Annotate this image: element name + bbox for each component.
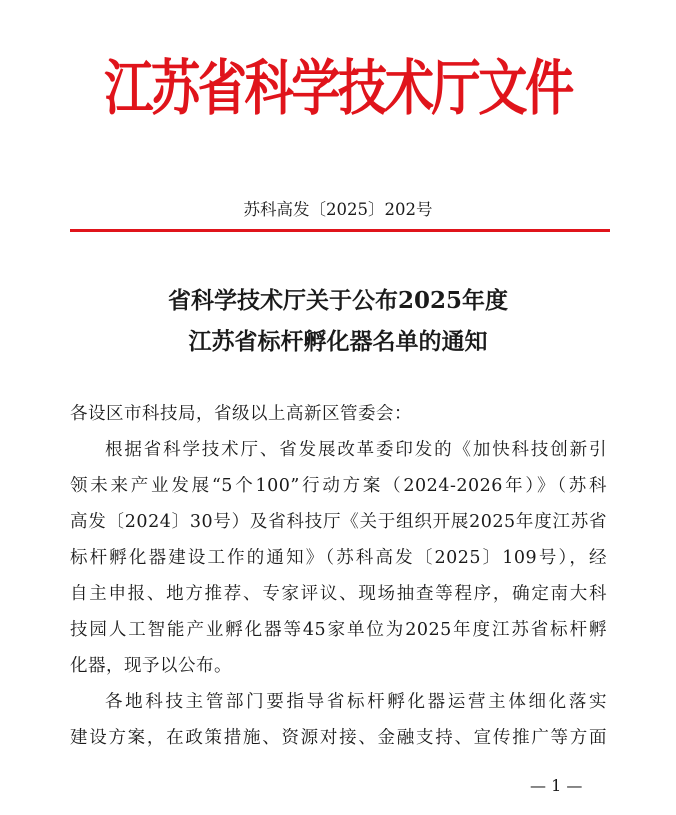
document-number: 苏科高发〔2025〕202号 xyxy=(243,200,433,219)
paragraph-1-line-1: 根据省科学技术厅、省发展改革委印发的《加快科技创新引 xyxy=(105,440,607,460)
notice-title-line-2: 江苏省标杆孵化器名单的通知 xyxy=(188,328,488,355)
paragraph-1-line-7: 化器，现予以公布。 xyxy=(70,656,232,676)
salutation: 各设区市科技局，省级以上高新区管委会： xyxy=(70,404,412,424)
paragraph-1-line-2: 领未来产业发展“5个100”行动方案（2024-2026年）》（苏科 xyxy=(70,476,607,496)
paragraph-1-line-4: 标杆孵化器建设工作的通知》（苏科高发〔2025〕109号），经 xyxy=(70,548,607,568)
paragraph-1-line-3: 高发〔2024〕30号）及省科技厅《关于组织开展2025年度江苏省 xyxy=(70,512,607,532)
paragraph-2-line-1: 各地科技主管部门要指导省标杆孵化器运营主体细化落实 xyxy=(105,692,607,712)
header-red-rule xyxy=(70,229,610,232)
paragraph-1-line-5: 自主申报、地方推荐、专家评议、现场抽查等程序，确定南大科 xyxy=(70,584,607,604)
paragraph-2-line-2: 建设方案，在政策措施、资源对接、金融支持、宣传推广等方面 xyxy=(70,728,607,748)
document-header-title: 江苏省科学技术厅文件 xyxy=(104,54,572,124)
paragraph-1-line-6: 技园人工智能产业孵化器等45家单位为2025年度江苏省标杆孵 xyxy=(70,620,607,640)
notice-title-line-1: 省科学技术厅关于公布2025年度 xyxy=(167,287,508,314)
page-number: — 1 — xyxy=(530,776,583,795)
